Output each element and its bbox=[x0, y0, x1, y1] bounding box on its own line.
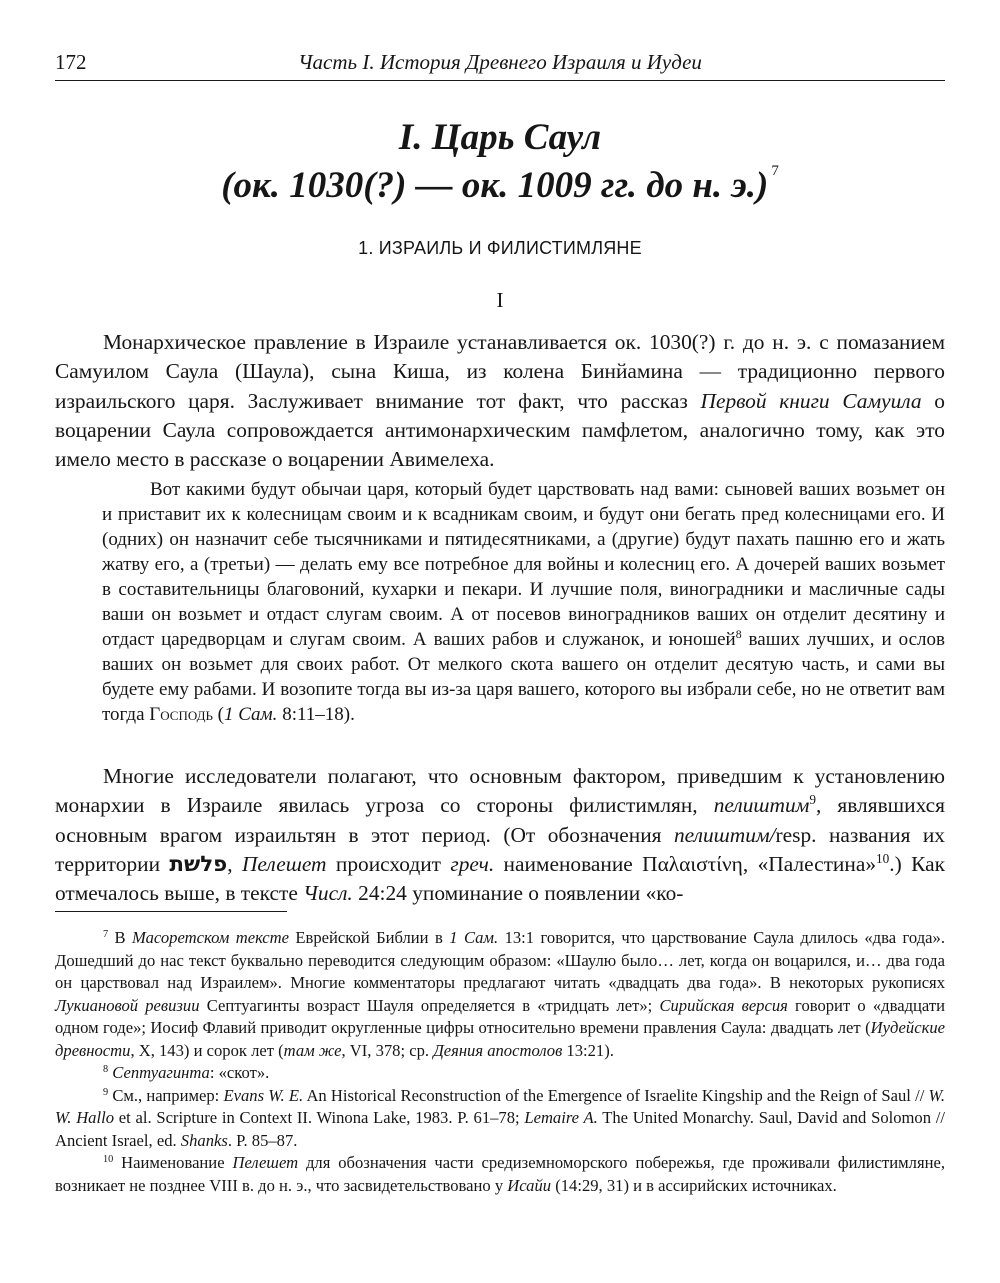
scripture-quote bbox=[102, 477, 945, 727]
text-run: В bbox=[108, 928, 133, 947]
italic-run: Исайи bbox=[507, 1175, 552, 1195]
text-run: (14:29, 31) и в ассирийских источниках. bbox=[551, 1175, 837, 1195]
italic-run: Септуагинта bbox=[112, 1063, 210, 1082]
text-run: ( bbox=[212, 704, 224, 725]
term-italic: пелиштим bbox=[713, 793, 810, 818]
italic-run: Lemaire A. bbox=[524, 1108, 598, 1127]
term-italic: Пелешет bbox=[241, 851, 327, 876]
footnote-ref-10[interactable]: 10 bbox=[876, 850, 890, 866]
running-header bbox=[55, 50, 945, 81]
hebrew-word: פלשת bbox=[169, 851, 228, 877]
footnote-number: 8 bbox=[103, 1063, 109, 1075]
text-run: , bbox=[227, 851, 242, 876]
text-run: , VI, 378; ср. bbox=[341, 1040, 434, 1060]
text-run: о воцарении Саула сопровождается антимонархическим памфлетом, аналогично тому, как это имело место в рассказе о воцарении Авимелеха. bbox=[55, 388, 945, 472]
text-run: Вот какими будут обычаи царя, который будет царствовать над вами: сыновей ваших возьмет он и приставит их к колесницам своим и к всадникам своим, и будут они бегать пред колесницами его. И (одних) он назначит себе тысячниками и пятидесятниками, а (другие) будут пахать пашню его и жать жатву его, а (третьи) — делать ему все потребное для войны и колесниц его. А дочерей ваших возьмет в составительницы благовоний, кухарки и пекари. И лучшие поля, виноградники и масличные сады ваши он возьмет и отдаст слугам своим. А от посевов виноградников ваших он отделит десятину и отдаст царедворцам и слугам своим. А ваших рабов и служанок, и юношей bbox=[102, 479, 945, 650]
italic-run: W. W. Hallo bbox=[55, 1085, 945, 1127]
italic-run: Evans W. E. bbox=[223, 1085, 304, 1105]
text-run: Наименование bbox=[113, 1153, 233, 1172]
text-run: Монархическое правление в Израиле устанавливается ок. 1030(?) г. до н. э. с помазанием Самуилом Саула (Шаула), сына Киша, из колена Бинйамина — традиционно первого израильского царя. Заслуживает внимание тот факт, что рассказ bbox=[55, 330, 945, 413]
subsection-number: I bbox=[496, 288, 504, 312]
text-run: : «скот». bbox=[209, 1063, 270, 1082]
footnote-ref-7[interactable]: 7 bbox=[771, 163, 779, 179]
italic-run: там же bbox=[283, 1040, 342, 1060]
italic-run: Shanks bbox=[180, 1130, 228, 1150]
text-run: См., например: bbox=[108, 1085, 224, 1105]
italic-run: Иудейские древности bbox=[55, 1018, 945, 1060]
running-title: Часть I. История Древнего Израиля и Иудеи bbox=[298, 50, 702, 74]
divine-name-smallcaps: Господь bbox=[149, 704, 213, 725]
citation-italic: 1 Сам. bbox=[224, 704, 278, 725]
text-run: resp. названия их территории bbox=[55, 822, 946, 876]
footnote-7 bbox=[55, 927, 945, 1062]
italic-run: Лукиановой ревизии bbox=[55, 995, 200, 1015]
chapter-title-dates: (ок. 1030(?) — ок. 1009 гг. до н. э.) bbox=[221, 165, 769, 206]
text-run: Многие исследователи полагают, что основным фактором, приведшим к установлению монархии в Израиле явилась угроза со стороны филистимлян, bbox=[55, 764, 945, 818]
book-title-italic: Первой книги Самуила bbox=[700, 388, 922, 413]
footnote-ref-9[interactable]: 9 bbox=[809, 792, 816, 808]
text-run: 8:11–18). bbox=[277, 704, 355, 725]
text-run: Септуагинты возраст Шауля определяется в «тридцать лет»; bbox=[199, 995, 660, 1015]
text-run: 13:21). bbox=[562, 1040, 614, 1060]
footnote-number: 9 bbox=[103, 1086, 109, 1098]
footnote-separator bbox=[55, 911, 287, 912]
footnote-number: 10 bbox=[103, 1153, 114, 1165]
italic-run: Пелешет bbox=[232, 1153, 299, 1172]
footnote-number: 7 bbox=[103, 928, 109, 940]
book-page bbox=[55, 0, 945, 1283]
footnote-10 bbox=[55, 1152, 945, 1197]
text-run: , являвшихся основным врагом израильтян в этот период. (От обозначения bbox=[55, 793, 945, 847]
text-run: 24:24 упоминание о появлении «ко- bbox=[352, 881, 684, 906]
text-run: The United Monarchy. Saul, David and Solomon // Ancient Israel, ed. bbox=[55, 1108, 945, 1150]
footnote-8 bbox=[55, 1062, 945, 1085]
section-heading: 1. ИЗРАИЛЬ И ФИЛИСТИМЛЯНЕ bbox=[358, 238, 642, 258]
italic-run: 1 Сам. bbox=[449, 928, 499, 947]
text-run: et al. Scripture in Context II. Winona Lake, 1983. P. 61–78; bbox=[114, 1108, 525, 1127]
text-run: . P. 85–87. bbox=[227, 1130, 298, 1150]
chapter-title-line-2 bbox=[55, 162, 945, 210]
text-run: , X, 143) и сорок лет ( bbox=[130, 1040, 284, 1060]
footnote-ref-8[interactable]: 8 bbox=[735, 627, 742, 641]
text-run: для обозначения части средиземноморского побережья, где проживали филистимляне, возникает не позднее VIII в. до н. э., что засвидетельствовано у bbox=[55, 1153, 945, 1195]
text-run: 13:1 говорится, что царствование Саула длилось «два года». Дошедший до нас текст буквально переводится следующим образом: «Шаулю было… лет, когда он воцарился, и… два года он царствовал над Израилем». Многие комментаторы предлагают читать «двадцать два года». В некоторых рукописях bbox=[55, 928, 945, 992]
text-run: .) Как отмечалось выше, в тексте bbox=[55, 851, 945, 906]
footnote-9 bbox=[55, 1085, 945, 1153]
italic-run: Сирийская версия bbox=[659, 995, 788, 1015]
paragraph-2 bbox=[55, 762, 945, 908]
text-run: Еврейской Библии в bbox=[288, 928, 450, 947]
page-number: 172 bbox=[55, 50, 87, 74]
paragraph-1 bbox=[55, 328, 945, 474]
text-run: говорит о «двадцати одном годе»; Иосиф Флавий приводит округленные цифры относительно времени правления Саула: двадцать лет ( bbox=[55, 995, 945, 1037]
abbrev-italic: греч. bbox=[450, 851, 495, 876]
chapter-title-line-1: I. Царь Саул bbox=[398, 117, 602, 158]
term-italic: пелиштим/ bbox=[673, 822, 776, 847]
italic-run: Деяния апостолов bbox=[433, 1040, 563, 1060]
text-run: происходит bbox=[326, 851, 451, 876]
chapter-title bbox=[55, 114, 945, 210]
text-run: ваших лучших, и ослов ваших он возьмет для своих работ. От мелкого скота вашего он отделит десятую часть, и сами вы будете ему рабами. И возопите тогда вы из-за царя вашего, которого вы избрали себе, но не ответит вам тогда bbox=[102, 629, 945, 725]
footnotes bbox=[55, 927, 945, 1197]
citation-italic: Числ. bbox=[303, 881, 353, 906]
text-run: An Historical Reconstruction of the Emergence of Israelite Kingship and the Reign of Saul // bbox=[303, 1085, 929, 1105]
italic-run: Масоретском тексте bbox=[132, 928, 289, 947]
text-run: наименование Παλαιστίνη, «Палестина» bbox=[494, 851, 877, 876]
